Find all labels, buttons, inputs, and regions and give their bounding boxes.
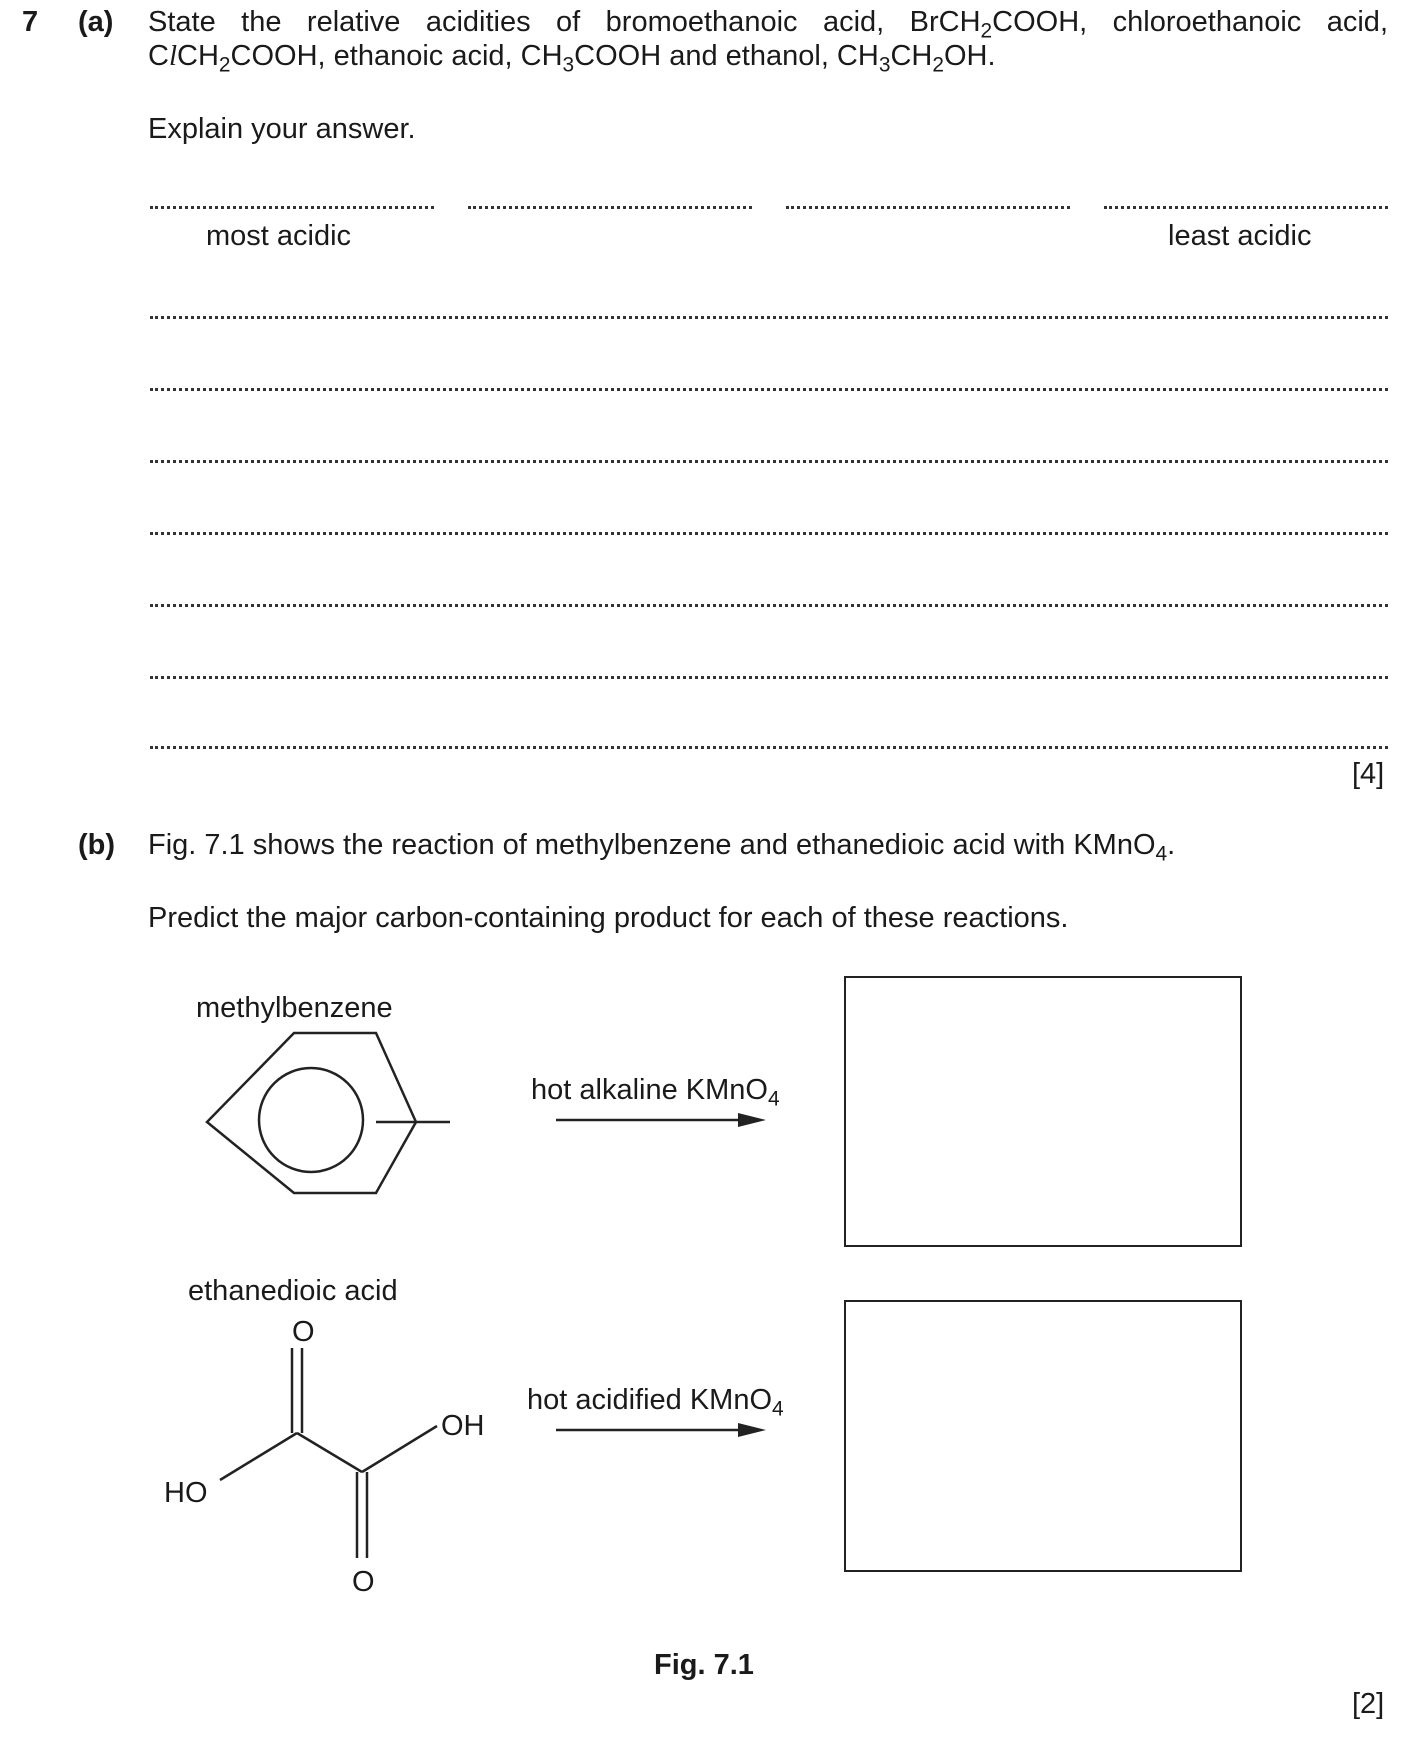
answer-line[interactable] (150, 388, 1388, 391)
reagent-2: hot acidified KMnO$_4$ (527, 1384, 784, 1421)
bond-c-oh (362, 1426, 437, 1472)
methylbenzene-structure (150, 1030, 480, 1220)
part-a-question-line-1: State the relative acidities of bromoethanoic acid, BrCH$_2$COOH, chloroethanoic acid, (148, 6, 1388, 43)
part-b-instruction: Predict the major carbon-containing product for each of these reactions. (148, 902, 1069, 934)
figure-caption: Fig. 7.1 (654, 1649, 754, 1681)
answer-line[interactable] (150, 746, 1388, 749)
part-b-question: Fig. 7.1 shows the reaction of methylbenzene and ethanedioic acid with KMnO$_4$. (148, 829, 1176, 866)
part-a-question-line-2: ClCH$_2$COOH, ethanoic acid, $CH_3COOH$ and ethanol, $CH_3CH_2OH$. (148, 40, 996, 77)
order-blank-3[interactable] (786, 206, 1070, 209)
answer-line[interactable] (150, 460, 1388, 463)
least-acidic-label: least acidic (1168, 220, 1312, 252)
atom-o-top: O (292, 1316, 315, 1348)
atom-oh: OH (441, 1410, 485, 1442)
answer-line[interactable] (150, 604, 1388, 607)
reaction-arrow-2 (550, 1418, 770, 1442)
answer-line[interactable] (150, 676, 1388, 679)
part-a-label: (a) (78, 6, 114, 38)
order-blank-2[interactable] (468, 206, 752, 209)
bond-c-c (297, 1433, 362, 1472)
part-b-marks: [2] (1352, 1688, 1385, 1720)
product-box-1[interactable] (844, 976, 1242, 1247)
atom-o-bottom: O (352, 1566, 375, 1598)
aromatic-circle (259, 1068, 363, 1172)
part-b-label: (b) (78, 829, 116, 861)
question-number: 7 (22, 6, 39, 38)
product-box-2[interactable] (844, 1300, 1242, 1572)
part-a-instruction: Explain your answer. (148, 113, 416, 145)
part-a-marks: [4] (1352, 758, 1385, 790)
ethanedioic-acid-label: ethanedioic acid (188, 1275, 398, 1307)
most-acidic-label: most acidic (206, 220, 352, 252)
reagent-1: hot alkaline KMnO$_4$ (531, 1074, 780, 1111)
methylbenzene-label: methylbenzene (196, 992, 393, 1024)
answer-line[interactable] (150, 316, 1388, 319)
atom-ho: HO (164, 1477, 208, 1509)
order-blank-1[interactable] (150, 206, 434, 209)
benzene-ring (207, 1033, 416, 1193)
order-blank-4[interactable] (1104, 206, 1388, 209)
ethanedioic-acid-structure (150, 1312, 510, 1602)
bond-ho-c (220, 1433, 297, 1480)
answer-line[interactable] (150, 532, 1388, 535)
reaction-arrow-1 (550, 1108, 770, 1132)
